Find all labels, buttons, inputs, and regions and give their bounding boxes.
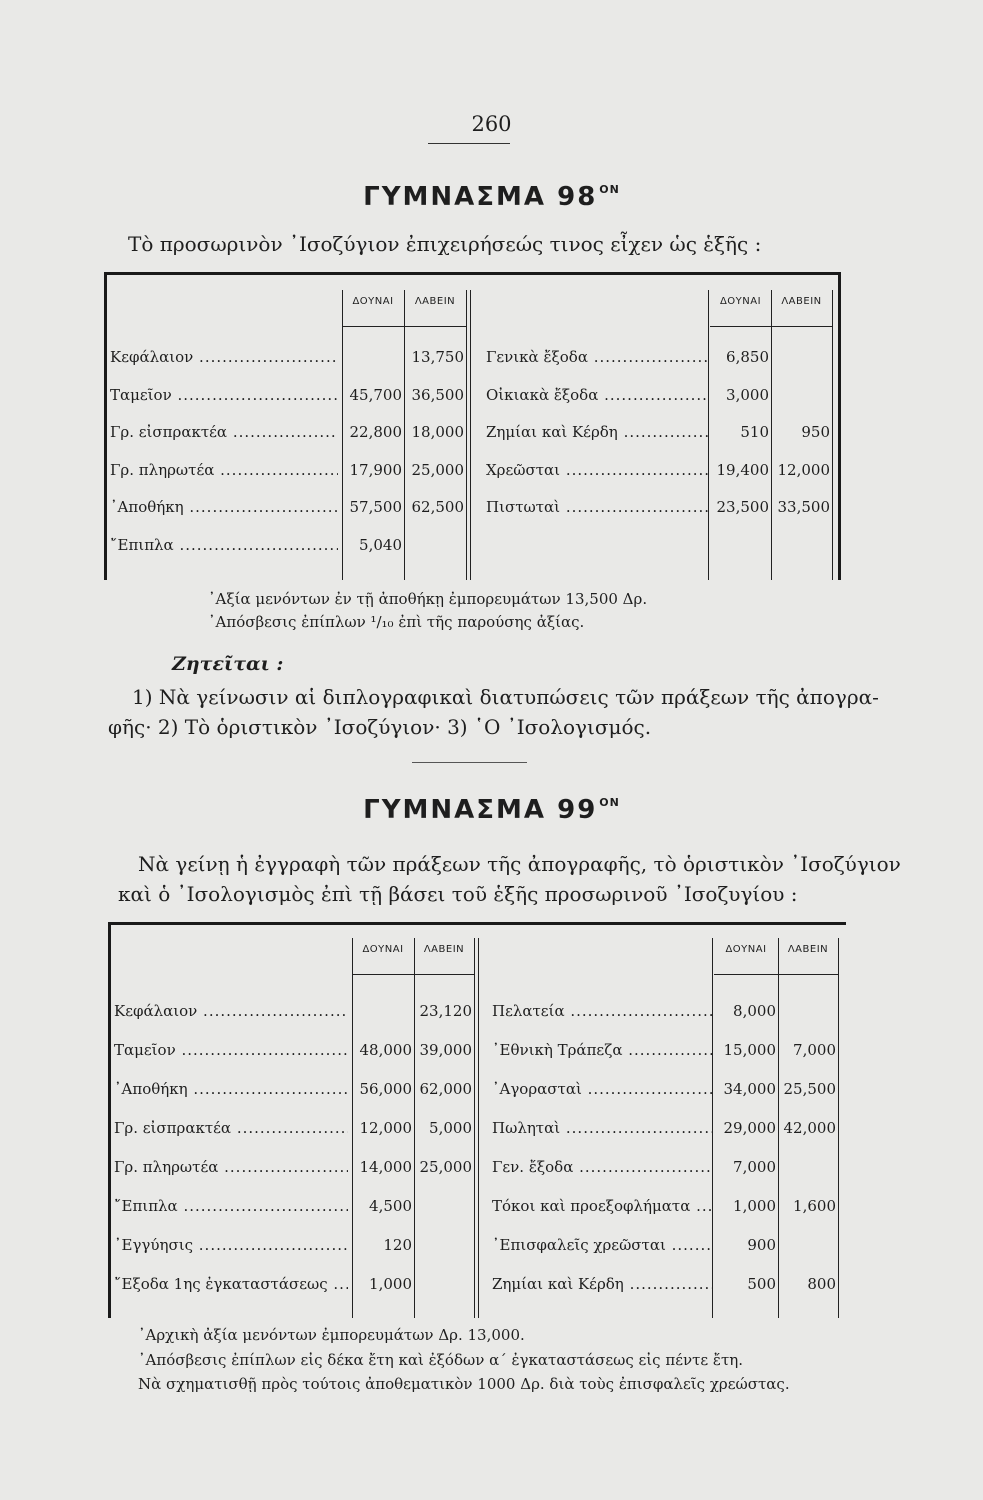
debit-amount: 6,850 — [726, 348, 769, 366]
header-underline — [714, 974, 838, 975]
exercise-98-title — [0, 182, 983, 212]
exercise-99-intro-line-1: Νὰ γείνῃ ἡ ἐγγραφὴ τῶν πράξεων τῆς ἀπογραφῆς, τὸ ὁριστικὸν ᾿Ισοζύγιον — [138, 852, 901, 876]
exercise-98-requested-line-2: φῆς· 2) Τὸ ὁριστικὸν ᾿Ισοζύγιον· 3) ῾Ο ᾿Ισολογισμός. — [108, 715, 652, 739]
debit-column-header: ΔΟΥΝΑΙ — [352, 296, 394, 307]
account-label: Πελατεία ..... — [492, 1002, 712, 1020]
debit-amount: 34,000 — [723, 1080, 776, 1098]
credit-amount: 39,000 — [419, 1041, 472, 1059]
account-label: Γρ. πληρωτέα ..... — [110, 461, 338, 479]
account-label: Πωληταὶ ..... — [492, 1119, 712, 1137]
table-column-rule — [104, 272, 107, 580]
debit-amount: 3,000 — [726, 385, 769, 404]
exercise-99-title — [0, 795, 983, 825]
account-label: Ταμεῖον ..... — [110, 386, 338, 404]
credit-amount: 33,500 — [777, 498, 830, 516]
credit-amount: 62,500 — [411, 498, 464, 516]
credit-column-header: ΛΑΒΕΙΝ — [414, 296, 456, 307]
debit-amount: 4,500 — [369, 1197, 412, 1215]
account-label: Γενικὰ ἔξοδα ..... — [486, 348, 708, 366]
account-label: ῎Επιπλα ..... — [114, 1197, 348, 1215]
credit-column-header: ΛΑΒΕΙΝ — [787, 944, 829, 955]
debit-column-header: ΔΟΥΝΑΙ — [719, 296, 762, 307]
credit-column-header: ΛΑΒΕΙΝ — [423, 944, 465, 955]
account-label: Κεφάλαιον ..... — [110, 348, 338, 366]
debit-amount: 22,800 — [349, 423, 402, 441]
exercise-99-title-text: ΓΥΜΝΑΣΜΑ 99 — [363, 795, 598, 825]
header-underline — [352, 974, 474, 975]
page-number-rule — [428, 143, 510, 144]
debit-amount: 12,000 — [359, 1119, 412, 1137]
exercise-98-title-sup: ON — [599, 183, 620, 196]
account-label: ᾿Αγορασταὶ ..... — [492, 1080, 712, 1098]
debit-amount: 1,000 — [369, 1275, 412, 1293]
debit-amount: 23,500 — [716, 498, 769, 516]
exercise-98-note-2: ᾿Απόσβεσις ἐπίπλων ¹/₁₀ ἐπὶ τῆς παρούσης ἀξίας. — [208, 613, 585, 631]
table-column-rule — [832, 290, 833, 580]
debit-amount: 29,000 — [723, 1119, 776, 1137]
exercise-99-note-3: Νὰ σχηματισθῇ πρὸς τούτοις ἀποθεματικὸν 1000 Δρ. διὰ τοὺς ἐπισφαλεῖς χρεώστας. — [138, 1375, 790, 1393]
debit-amount: 57,500 — [349, 498, 402, 516]
credit-amount: 950 — [801, 423, 830, 441]
table-column-rule — [708, 290, 709, 580]
debit-amount: 5,040 — [359, 535, 402, 554]
account-label: ᾿Αποθήκη ..... — [110, 498, 338, 516]
table-column-rule — [838, 272, 841, 580]
debit-amount: 14,000 — [359, 1158, 412, 1176]
account-label: Ζημίαι καὶ Κέρδη ..... — [486, 423, 708, 441]
table-column-rule — [108, 922, 111, 1318]
credit-amount: 800 — [807, 1275, 836, 1293]
debit-amount: 900 — [747, 1236, 776, 1254]
account-label: Τόκοι καὶ προεξοφλήματα ..... — [492, 1197, 712, 1215]
table-top-rule — [108, 922, 846, 925]
header-underline — [710, 326, 832, 327]
account-label: ῎Εξοδα 1ης ἐγκαταστάσεως ..... — [114, 1275, 348, 1293]
account-label: Χρεῶσται ..... — [486, 461, 708, 479]
table-column-rule — [712, 938, 713, 1318]
exercise-99-title-sup: ON — [599, 796, 620, 809]
exercise-98-title-text: ΓΥΜΝΑΣΜΑ 98 — [363, 182, 598, 212]
debit-amount: 45,700 — [349, 385, 402, 404]
account-label: Γρ. εἰσπρακτέα ..... — [114, 1119, 348, 1137]
table-column-rule — [466, 290, 467, 580]
page-number: 260 — [471, 112, 512, 136]
debit-amount: 120 — [383, 1236, 412, 1254]
debit-amount: 56,000 — [359, 1080, 412, 1098]
table-column-rule — [838, 938, 839, 1318]
account-label: Γρ. πληρωτέα ..... — [114, 1158, 348, 1176]
debit-amount: 510 — [740, 423, 769, 441]
exercise-99-note-1: ᾿Αρχικὴ ἀξία μενόντων ἐμπορευμάτων Δρ. 13,000. — [138, 1326, 525, 1344]
account-label: ᾿Εγγύησις ..... — [114, 1236, 348, 1254]
exercise-99-table — [108, 922, 846, 1318]
account-label: Κεφάλαιον ..... — [114, 1002, 348, 1020]
credit-amount: 18,000 — [411, 423, 464, 441]
credit-amount: 25,000 — [411, 460, 464, 479]
debit-amount: 1,000 — [733, 1197, 776, 1215]
account-label: ᾿Αποθήκη ..... — [114, 1080, 348, 1098]
exercise-99-note-2: ᾿Απόσβεσις ἐπίπλων εἰς δέκα ἔτη καὶ ἐξόδων α΄ ἐγκαταστάσεως εἰς πέντε ἔτη. — [138, 1351, 744, 1369]
credit-column-header: ΛΑΒΕΙΝ — [781, 296, 822, 307]
credit-amount: 12,000 — [777, 460, 830, 479]
credit-amount: 42,000 — [783, 1119, 836, 1137]
section-separator — [412, 762, 527, 763]
debit-amount: 48,000 — [359, 1041, 412, 1059]
exercise-98-note-1: ᾿Αξία μενόντων ἐν τῇ ἀποθήκῃ ἐμπορευμάτων 13,500 Δρ. — [208, 590, 648, 608]
account-label: Ζημίαι καὶ Κέρδη ..... — [492, 1275, 712, 1293]
debit-amount: 15,000 — [723, 1041, 776, 1059]
debit-column-header: ΔΟΥΝΑΙ — [362, 944, 404, 955]
account-label: Πιστωταὶ ..... — [486, 498, 708, 516]
credit-amount: 7,000 — [793, 1041, 836, 1059]
credit-amount: 1,600 — [793, 1197, 836, 1215]
exercise-98-table — [104, 272, 840, 580]
debit-amount: 17,900 — [349, 460, 402, 479]
account-label: ᾿Επισφαλεῖς χρεῶσται ..... — [492, 1236, 712, 1254]
exercise-98-intro: Τὸ προσωρινὸν ᾿Ισοζύγιον ἐπιχειρήσεώς τινος εἶχεν ὡς ἑξῆς : — [128, 232, 762, 256]
credit-amount: 23,120 — [419, 1002, 472, 1020]
exercise-99-intro-line-2: καὶ ὁ ᾿Ισολογισμὸς ἐπὶ τῇ βάσει τοῦ ἑξῆς προσωρινοῦ ᾿Ισοζυγίου : — [118, 882, 798, 906]
debit-column-header: ΔΟΥΝΑΙ — [725, 944, 767, 955]
debit-amount: 7,000 — [733, 1158, 776, 1176]
account-label: ᾿Εθνικὴ Τράπεζα ..... — [492, 1041, 712, 1059]
table-column-rule — [478, 938, 479, 1318]
credit-amount: 25,500 — [783, 1080, 836, 1098]
table-top-rule — [104, 272, 840, 275]
debit-amount: 8,000 — [733, 1002, 776, 1020]
account-label: Ταμεῖον ..... — [114, 1041, 348, 1059]
account-label: Γεν. ἔξοδα ..... — [492, 1158, 712, 1176]
table-column-rule — [470, 290, 471, 580]
credit-amount: 62,000 — [419, 1080, 472, 1098]
account-label: Γρ. εἰσπρακτέα ..... — [110, 423, 338, 441]
header-underline — [342, 326, 466, 327]
table-column-rule — [474, 938, 475, 1318]
exercise-98-requested-label: Ζητεῖται : — [172, 653, 284, 675]
debit-amount: 19,400 — [716, 460, 769, 479]
account-label: Οἰκιακὰ ἔξοδα ..... — [486, 386, 708, 404]
debit-amount: 500 — [747, 1275, 776, 1293]
account-label: ῎Επιπλα ..... — [110, 536, 338, 554]
exercise-98-requested-line-1: 1) Νὰ γείνωσιν αἱ διπλογραφικαὶ διατυπώσεις τῶν πράξεων τῆς ἀπογρα- — [132, 685, 879, 709]
credit-amount: 36,500 — [411, 385, 464, 404]
credit-amount: 25,000 — [419, 1158, 472, 1176]
credit-amount: 5,000 — [429, 1119, 472, 1137]
credit-amount: 13,750 — [411, 348, 464, 366]
